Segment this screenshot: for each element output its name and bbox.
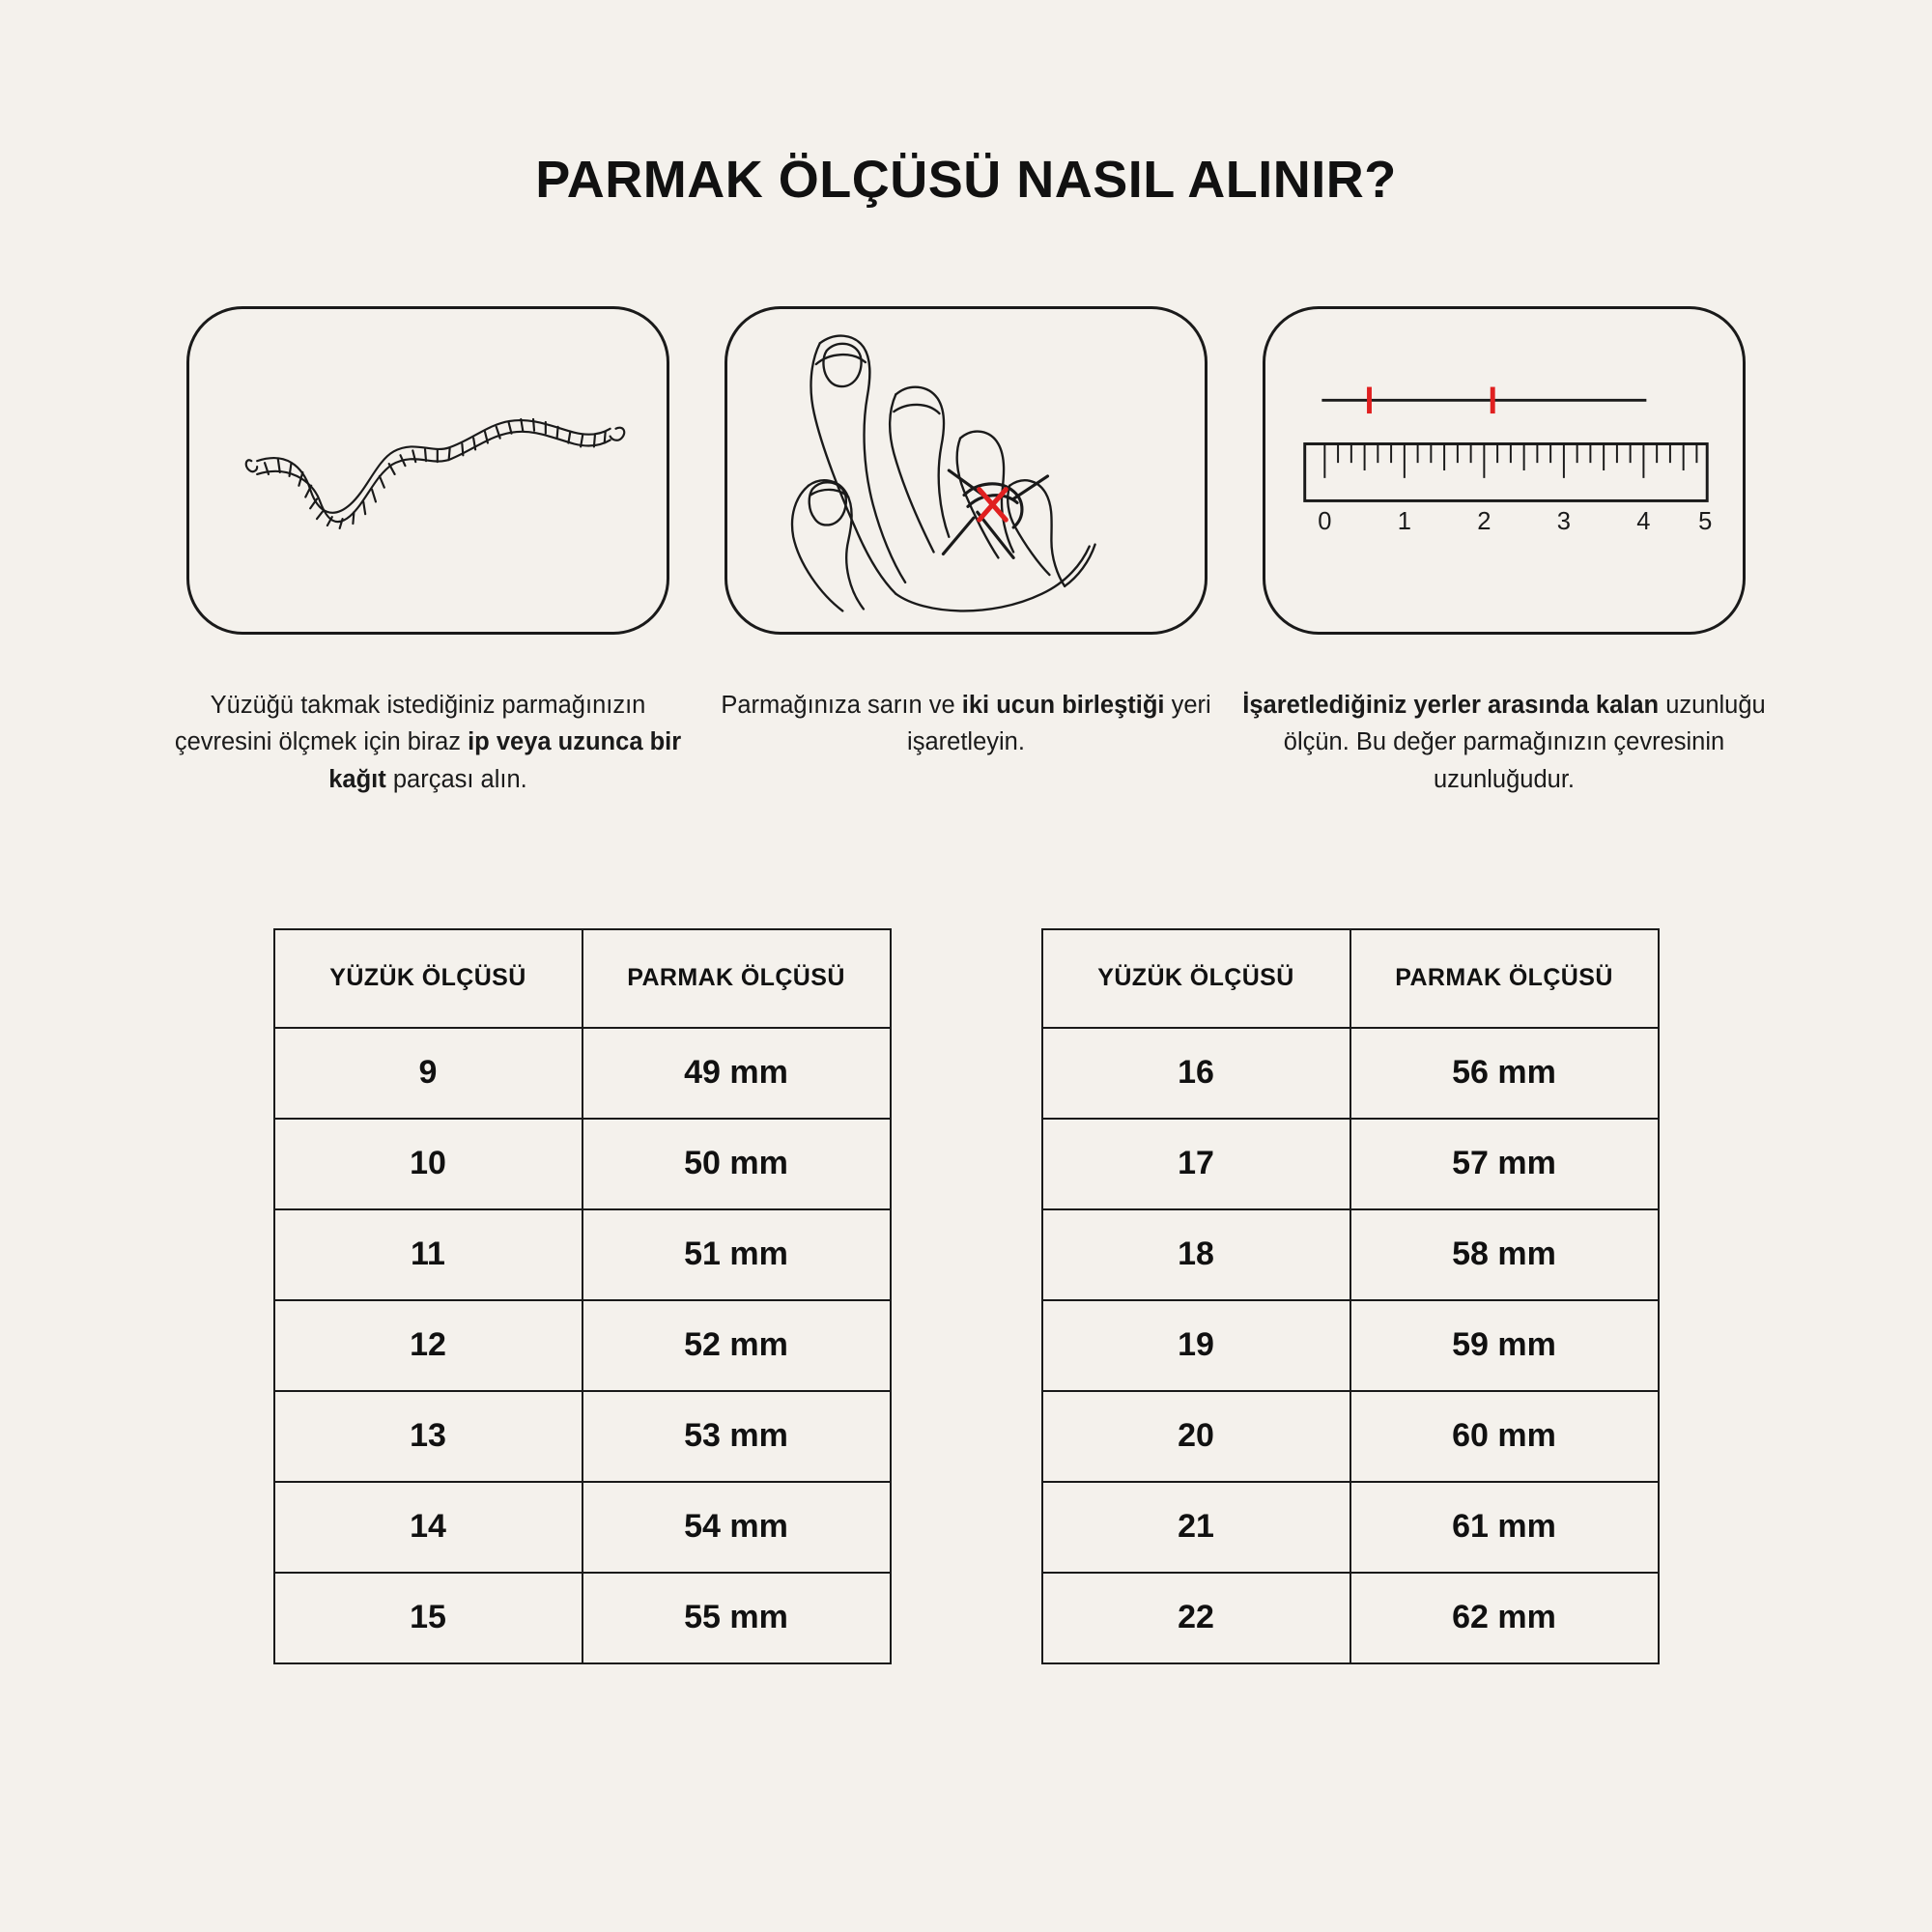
table-row [1042, 1119, 1659, 1209]
cell-ring-size: 12 [274, 1300, 582, 1391]
step-1-illustration-card [186, 306, 669, 635]
table-row [1042, 1573, 1659, 1663]
cell-ring-size: 17 [1042, 1119, 1350, 1209]
cell-ring-size: 19 [1042, 1300, 1350, 1391]
cell-ring-size: 14 [274, 1482, 582, 1573]
ruler-measure-icon [1265, 309, 1743, 632]
table-row [274, 1028, 891, 1119]
cell-ring-size: 13 [274, 1391, 582, 1482]
ruler-tick-2: 2 [1477, 507, 1492, 535]
table-row [1042, 1300, 1659, 1391]
ruler-tick-3: 3 [1556, 507, 1571, 535]
ruler-tick-5: 5 [1698, 507, 1713, 535]
table-row [274, 1391, 891, 1482]
table-row [274, 1119, 891, 1209]
cell-finger-size: 59 mm [1350, 1300, 1659, 1391]
table-header-row [1042, 929, 1659, 1028]
cell-finger-size: 57 mm [1350, 1119, 1659, 1209]
table-row [1042, 1028, 1659, 1119]
cell-finger-size: 61 mm [1350, 1482, 1659, 1573]
cell-finger-size: 49 mm [582, 1028, 891, 1119]
step-2 [721, 306, 1211, 798]
cell-finger-size: 62 mm [1350, 1573, 1659, 1663]
step-2-caption: Parmağınıza sarın ve iki ucun birleştiği yeri işaretleyin. [721, 692, 1211, 756]
cell-ring-size: 22 [1042, 1573, 1350, 1663]
cell-finger-size: 51 mm [582, 1209, 891, 1300]
table-body-right [1042, 1028, 1659, 1663]
cell-ring-size: 15 [274, 1573, 582, 1663]
table-row [1042, 1482, 1659, 1573]
step-3-caption: İşaretlediğiniz yerler arasında kalan uzunluğu ölçün. Bu değer parmağınızın çevresinin uzunluğudur. [1242, 692, 1766, 793]
cell-ring-size: 21 [1042, 1482, 1350, 1573]
ruler-tick-0: 0 [1318, 507, 1332, 535]
cell-finger-size: 60 mm [1350, 1391, 1659, 1482]
table-row [274, 1209, 891, 1300]
size-table-left [273, 928, 892, 1664]
step-3-illustration-card [1263, 306, 1746, 635]
table-row [274, 1573, 891, 1663]
cell-finger-size: 52 mm [582, 1300, 891, 1391]
column-header-finger-size: PARMAK ÖLÇÜSÜ [582, 929, 891, 1028]
cell-finger-size: 58 mm [1350, 1209, 1659, 1300]
table-body-left [274, 1028, 891, 1663]
cell-ring-size: 18 [1042, 1209, 1350, 1300]
table-header-row [274, 929, 891, 1028]
hand-with-string-icon [727, 309, 1205, 632]
ruler-tick-1: 1 [1397, 507, 1411, 535]
string-rope-icon [189, 309, 667, 632]
ruler-tick-4: 4 [1636, 507, 1651, 535]
step-1-caption: Yüzüğü takmak istediğiniz parmağınızın çevresini ölçmek için biraz ip veya uzunca bir kağıt parçası alın. [174, 692, 682, 793]
cell-finger-size: 55 mm [582, 1573, 891, 1663]
column-header-ring-size: YÜZÜK ÖLÇÜSÜ [274, 929, 582, 1028]
cell-finger-size: 53 mm [582, 1391, 891, 1482]
cell-finger-size: 56 mm [1350, 1028, 1659, 1119]
table-row [274, 1300, 891, 1391]
cell-ring-size: 10 [274, 1119, 582, 1209]
column-header-ring-size: YÜZÜK ÖLÇÜSÜ [1042, 929, 1350, 1028]
step-1 [174, 306, 682, 798]
table-row [274, 1482, 891, 1573]
steps-section [0, 306, 1932, 798]
cell-ring-size: 16 [1042, 1028, 1350, 1119]
cell-ring-size: 11 [274, 1209, 582, 1300]
step-2-illustration-card [724, 306, 1208, 635]
cell-ring-size: 20 [1042, 1391, 1350, 1482]
page-title: PARMAK ÖLÇÜSÜ NASIL ALINIR? [535, 151, 1397, 209]
step-3 [1242, 306, 1766, 798]
cell-finger-size: 50 mm [582, 1119, 891, 1209]
table-row [1042, 1391, 1659, 1482]
size-table-right [1041, 928, 1660, 1664]
cell-finger-size: 54 mm [582, 1482, 891, 1573]
cell-ring-size: 9 [274, 1028, 582, 1119]
table-row [1042, 1209, 1659, 1300]
size-tables-section [0, 928, 1932, 1664]
column-header-finger-size: PARMAK ÖLÇÜSÜ [1350, 929, 1659, 1028]
